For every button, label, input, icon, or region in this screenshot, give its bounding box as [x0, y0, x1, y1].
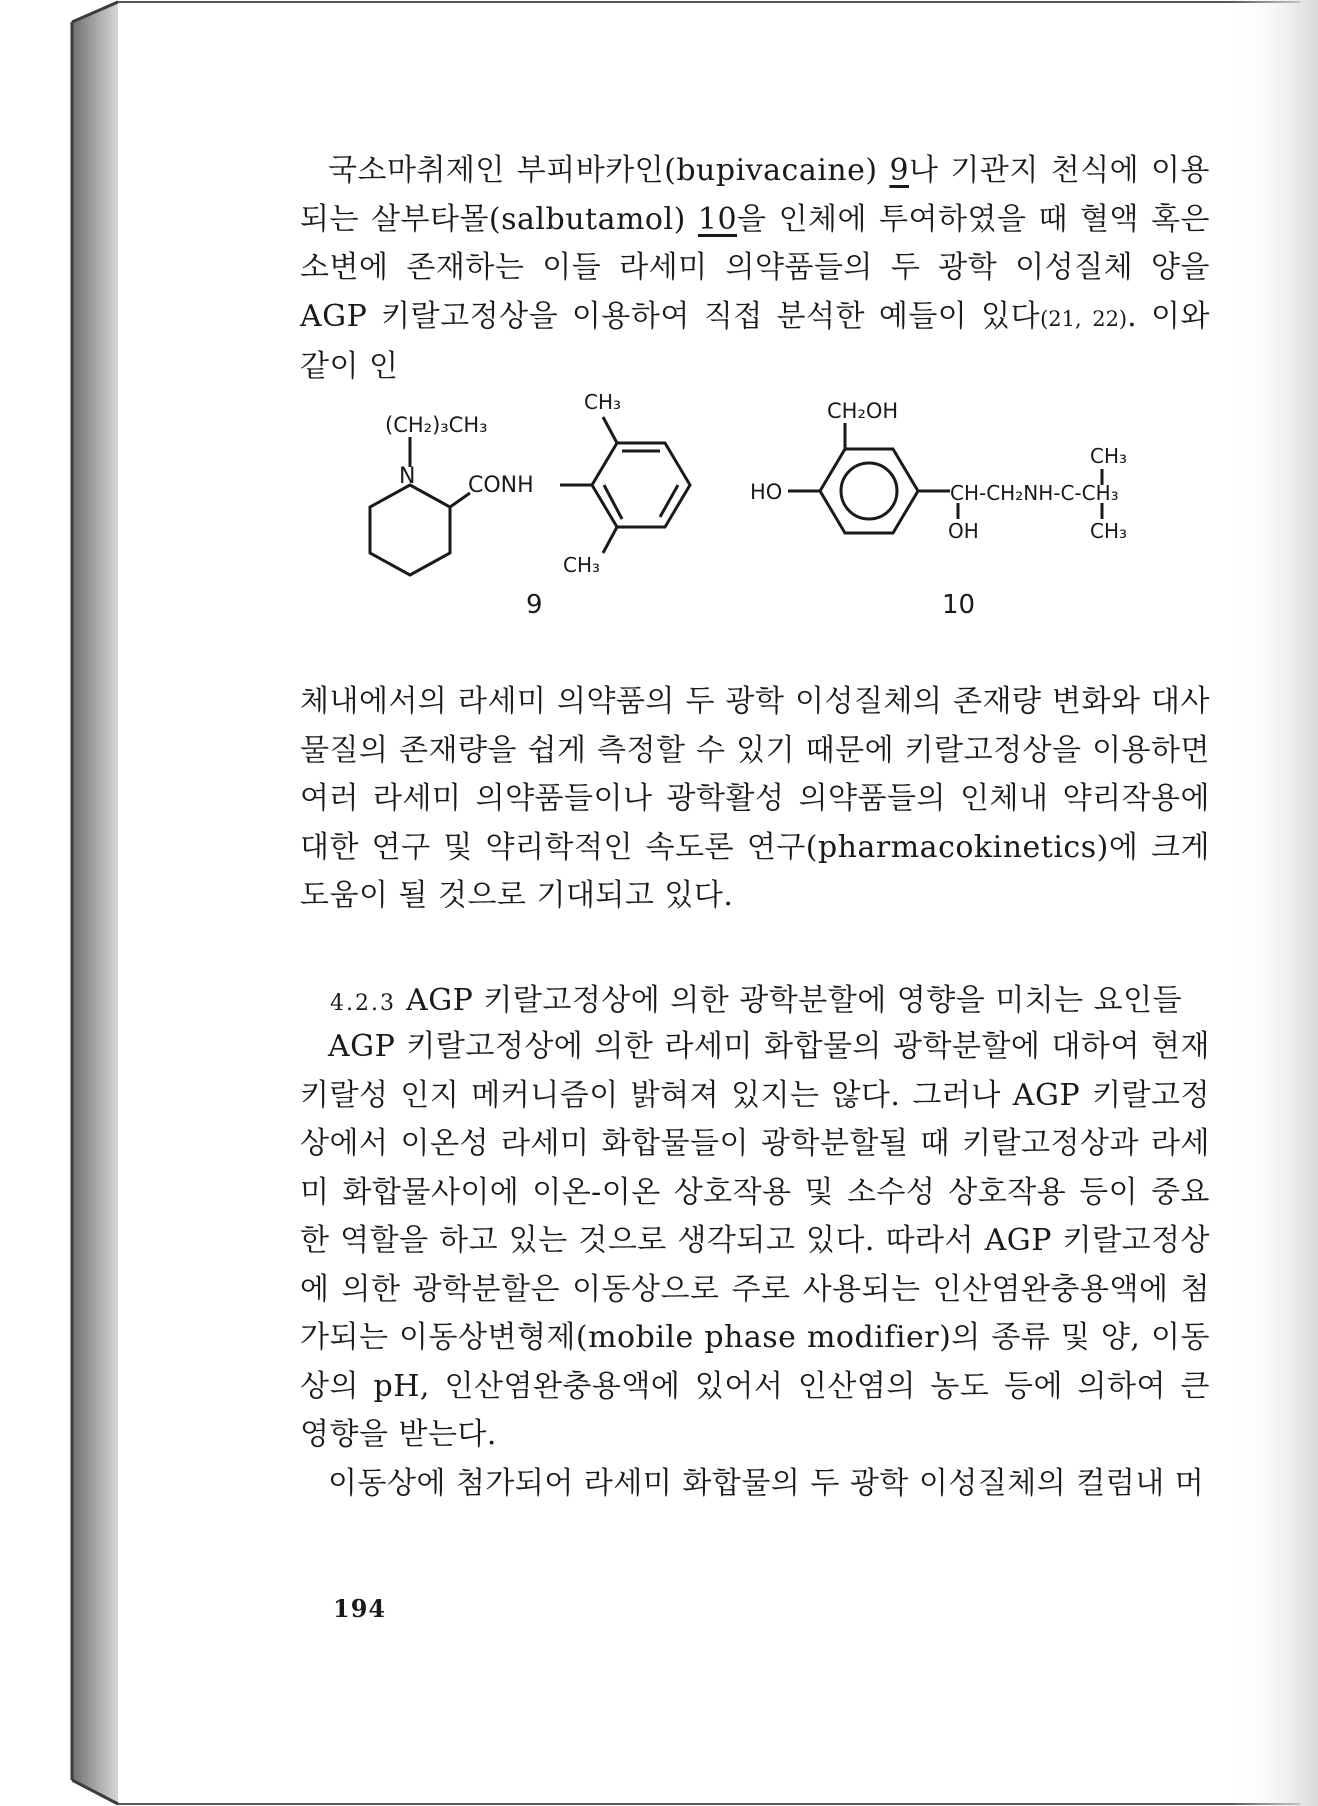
compound-9-n: N [399, 464, 416, 489]
compound-10-structure [788, 423, 1102, 533]
compound-9-label: 9 [526, 590, 543, 620]
paragraph-1-lead: 국소마취제인 부피바카인(bupivacaine) [328, 153, 878, 188]
compound-10-ref: 10 [697, 201, 738, 237]
compound-10-methyl-bottom: CH₃ [1090, 519, 1128, 543]
paragraph-2-text: 체내에서의 라세미 의약품의 두 광학 이성질체의 존재량 변화와 대사물질의 존재량을 쉽게 측정할 수 있기 때문에 키랄고정상을 이용하면 여러 라세미 의약품들이나 광학활성 의약품들의 인체내 약리작용에 대한 연구 및 약리학적인 속도론 연구(pharmacokinetics)에 크게 도움이 될 것으로 기대되고 있다. [300, 684, 1210, 913]
paragraph-4 [300, 1460, 1210, 1509]
section-heading [330, 975, 1182, 1019]
paragraph-1-mid2: 을 인체에 투여하였을 때 혈액 혹은 소변에 존재하는 이들 라세미 의약품들의 두 광학 이성질체 양을 AGP 키랄고정상을 이용하여 직접 분석한 예들이 있다 [300, 201, 1211, 334]
paragraph-3 [300, 1023, 1210, 1460]
compound-9-amide: CONH [468, 473, 534, 498]
compound-9-chain: (CH₂)₃CH₃ [385, 413, 488, 437]
paragraph-1-tail: . 이와 같이 인 [300, 298, 1210, 384]
compound-10-side-chain: CH-CH₂NH-C-CH₃ [950, 481, 1119, 505]
piperidine-ring [370, 485, 450, 575]
compound-9-ref: 9 [889, 153, 910, 188]
compound-9-methyl-top: CH₃ [584, 390, 622, 414]
paragraph-3-text: AGP 키랄고정상에 의한 라세미 화합물의 광학분할에 대하여 현재 키랄성 인지 메커니즘이 밝혀져 있지는 않다. 그러나 AGP 키랄고정상에서 이온성 라세미 화합물들이 광학분할될 때 키랄고정상과 라세미 화합물사이에 이온-이온 상호작용 및 소수성 상호작용 등이 중요한 역할을 하고 있는 것으로 생각되고 있다. 따라서 AGP 키랄고정상에 의한 광학분할은 이동상으로 주로 사용되는 인산염완충용액에 첨가되는 이동상변형제(mobile phase modifier)의 종류 및 양, 이동상의 pH, 인산염완충용액에 있어서 인산염의 농도 등에 의하여 큰 영향을 받는다. [300, 1029, 1210, 1452]
compound-10-ho: HO [750, 480, 783, 504]
compound-10-hydroxymethyl: CH₂OH [827, 399, 899, 423]
section-title: AGP 키랄고정상에 의한 광학분할에 영향을 미치는 요인들 [406, 983, 1183, 1018]
compound-10-label: 10 [942, 590, 976, 620]
paragraph-4-text: 이동상에 첨가되어 라세미 화합물의 두 광학 이성질체의 컬럼내 머 [328, 1466, 1205, 1501]
page-number: 194 [333, 1594, 387, 1623]
page-edge-shadow [1230, 0, 1318, 1806]
paragraph-2 [300, 678, 1210, 921]
benzene-ring-9 [592, 443, 690, 527]
compound-10-methyl-top: CH₃ [1090, 444, 1128, 468]
citation: (21, 22) [1040, 306, 1128, 331]
section-number: 4.2.3 [330, 991, 396, 1016]
book-spine [72, 0, 118, 1806]
compound-9-methyl-bottom: CH₃ [563, 553, 601, 577]
paragraph-1-mid1: 나 기관지 천식에 이용되는 살부타몰(salbutamol) [300, 153, 1210, 237]
paragraph-1 [300, 147, 1210, 392]
compound-10-oh: OH [948, 519, 979, 543]
chemical-structures-figure [360, 375, 1200, 625]
